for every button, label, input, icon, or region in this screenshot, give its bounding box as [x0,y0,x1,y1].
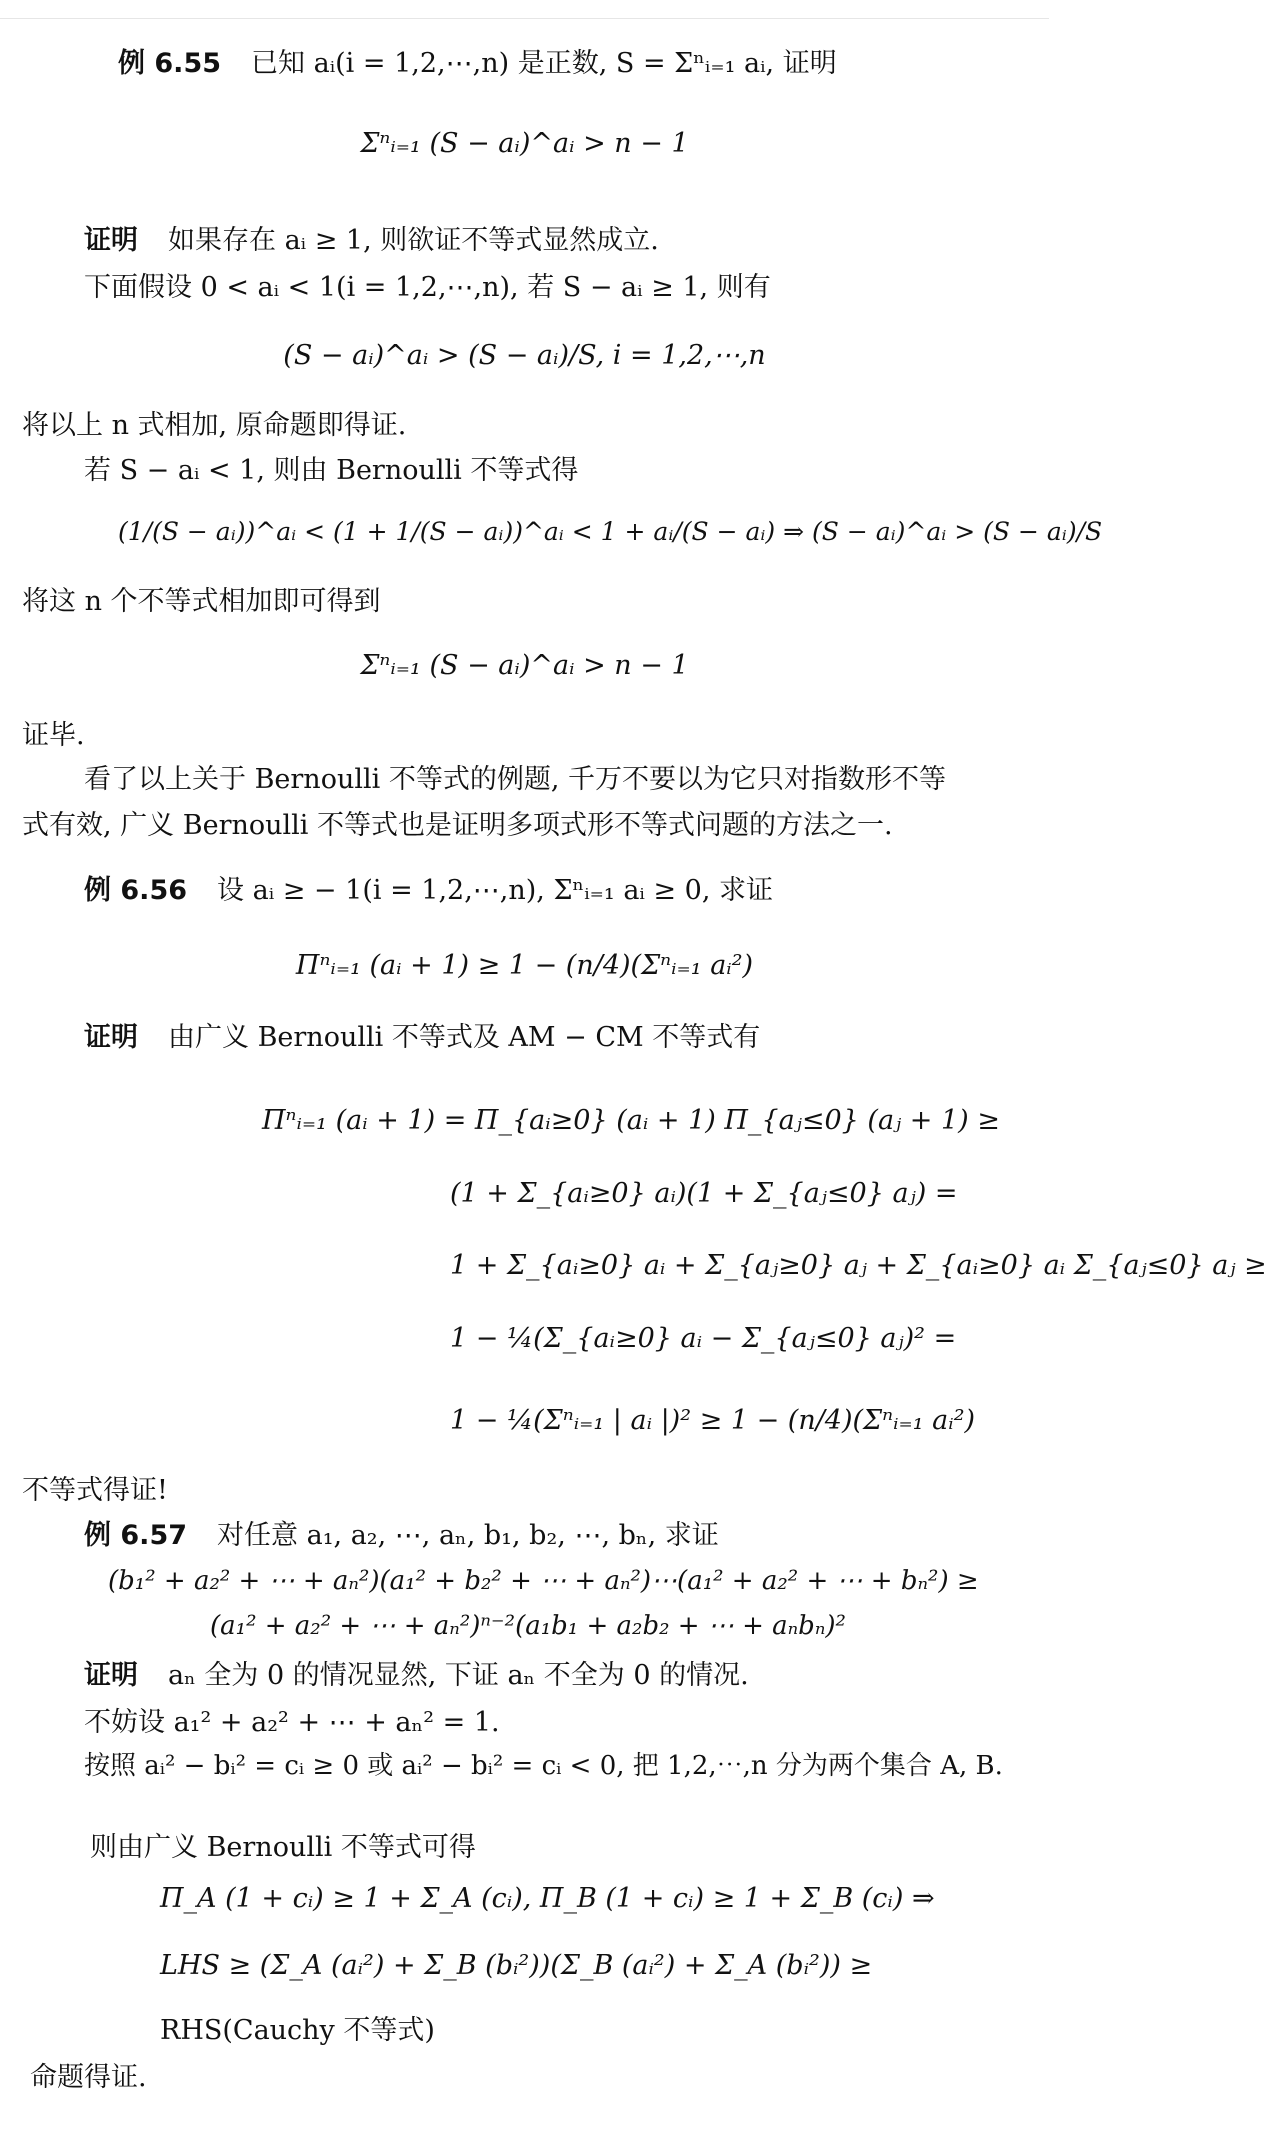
statement-text: 设 aᵢ ≥ − 1(i = 1,2,⋯,n), Σⁿᵢ₌₁ aᵢ ≥ 0, 求证 [217,875,773,906]
example-6-57-statement [84,1520,719,1551]
proof-line-4: 若 S − aᵢ < 1, 则由 Bernoulli 不等式得 [84,455,579,486]
bernoulli-step-3: RHS(Cauchy 不等式) [160,2015,435,2046]
formula-product-inequality: Πⁿᵢ₌₁ (aᵢ + 1) ≥ 1 − (n/4)(Σⁿᵢ₌₁ aᵢ²) [295,950,754,981]
formula-conclusion: Σⁿᵢ₌₁ (S − aᵢ)^aᵢ > n − 1 [360,650,689,681]
proof-line-1: 证明 由广义 Bernoulli 不等式及 AM − CM 不等式有 [84,1022,761,1053]
proof-label: 证明 [84,1022,138,1053]
proof-end: 不等式得证! [22,1475,168,1506]
proof-line-5: 将这 n 个不等式相加即可得到 [22,586,381,617]
formula-bernoulli-chain: (1/(S − aᵢ))^aᵢ < (1 + 1/(S − aᵢ))^aᵢ < 1 + aᵢ/(S − aᵢ) ⇒ (S − aᵢ)^aᵢ > (S − aᵢ)/S [118,517,1103,546]
proof-label: 证明 [84,225,138,256]
example-6-56-statement [84,875,773,906]
example-label: 例 6.56 [84,875,188,906]
proof-end: 证毕. [22,720,85,751]
derivation-step-1: Πⁿᵢ₌₁ (aᵢ + 1) = Π_{aᵢ≥0} (aᵢ + 1) Π_{aⱼ≤0} (aⱼ + 1) ≥ [262,1105,1000,1136]
bernoulli-step-1: Π_A (1 + cᵢ) ≥ 1 + Σ_A (cᵢ), Π_B (1 + cᵢ) ≥ 1 + Σ_B (cᵢ) ⇒ [160,1883,935,1914]
statement-text: 对任意 a₁, a₂, ⋯, aₙ, b₁, b₂, ⋯, bₙ, 求证 [217,1520,719,1551]
derivation-step-3: 1 + Σ_{aᵢ≥0} aᵢ + Σ_{aⱼ≥0} aⱼ + Σ_{aᵢ≥0} aᵢ Σ_{aⱼ≤0} aⱼ ≥ [450,1250,1267,1281]
derivation-step-4: 1 − ¼(Σ_{aᵢ≥0} aᵢ − Σ_{aⱼ≤0} aⱼ)² = [450,1323,957,1354]
example-label: 例 6.57 [84,1520,188,1551]
proof-line-2: 不妨设 a₁² + a₂² + ⋯ + aₙ² = 1. [84,1707,500,1738]
proof-line-1: 证明 aₙ 全为 0 的情况显然, 下证 aₙ 不全为 0 的情况. [84,1660,749,1691]
statement-text: 已知 aᵢ(i = 1,2,⋯,n) 是正数, S = Σⁿᵢ₌₁ aᵢ, 证明 [251,48,837,79]
remark-line-2: 式有效, 广义 Bernoulli 不等式也是证明多项式形不等式问题的方法之一. [22,810,893,841]
formula-main-inequality: Σⁿᵢ₌₁ (S − aᵢ)^aᵢ > n − 1 [360,128,689,159]
proof-label: 证明 [84,1660,138,1691]
proof-line-3: 按照 aᵢ² − bᵢ² = cᵢ ≥ 0 或 aᵢ² − bᵢ² = cᵢ < 0, 把 1,2,⋯,n 分为两个集合 A, B. [84,1751,1003,1781]
proof-end: 命题得证. [30,2062,147,2093]
example-6-55-statement [118,48,837,79]
example-label: 例 6.55 [118,48,222,79]
proof-line-2: 下面假设 0 < aᵢ < 1(i = 1,2,⋯,n), 若 S − aᵢ ≥ 1, 则有 [84,272,771,303]
proof-line-1: 证明 如果存在 aᵢ ≥ 1, 则欲证不等式显然成立. [84,225,659,256]
proof-line-3: 将以上 n 式相加, 原命题即得证. [22,410,407,441]
derivation-step-2: (1 + Σ_{aᵢ≥0} aᵢ)(1 + Σ_{aⱼ≤0} aⱼ) = [450,1178,958,1209]
proof-line-4: 则由广义 Bernoulli 不等式可得 [90,1832,476,1863]
formula-case-1: (S − aᵢ)^aᵢ > (S − aᵢ)/S, i = 1,2,⋯,n [283,340,766,371]
derivation-step-5: 1 − ¼(Σⁿᵢ₌₁ | aᵢ |)² ≥ 1 − (n/4)(Σⁿᵢ₌₁ aᵢ²) [450,1405,976,1436]
formula-rhs: (a₁² + a₂² + ⋯ + aₙ²)ⁿ⁻²(a₁b₁ + a₂b₂ + ⋯ + aₙbₙ)² [210,1611,846,1641]
remark-line-1: 看了以上关于 Bernoulli 不等式的例题, 千万不要以为它只对指数形不等 [84,764,946,795]
formula-lhs: (b₁² + a₂² + ⋯ + aₙ²)(a₁² + b₂² + ⋯ + aₙ²)⋯(a₁² + a₂² + ⋯ + bₙ²) ≥ [108,1566,979,1596]
bernoulli-step-2: LHS ≥ (Σ_A (aᵢ²) + Σ_B (bᵢ²))(Σ_B (aᵢ²) + Σ_A (bᵢ²)) ≥ [160,1950,873,1981]
